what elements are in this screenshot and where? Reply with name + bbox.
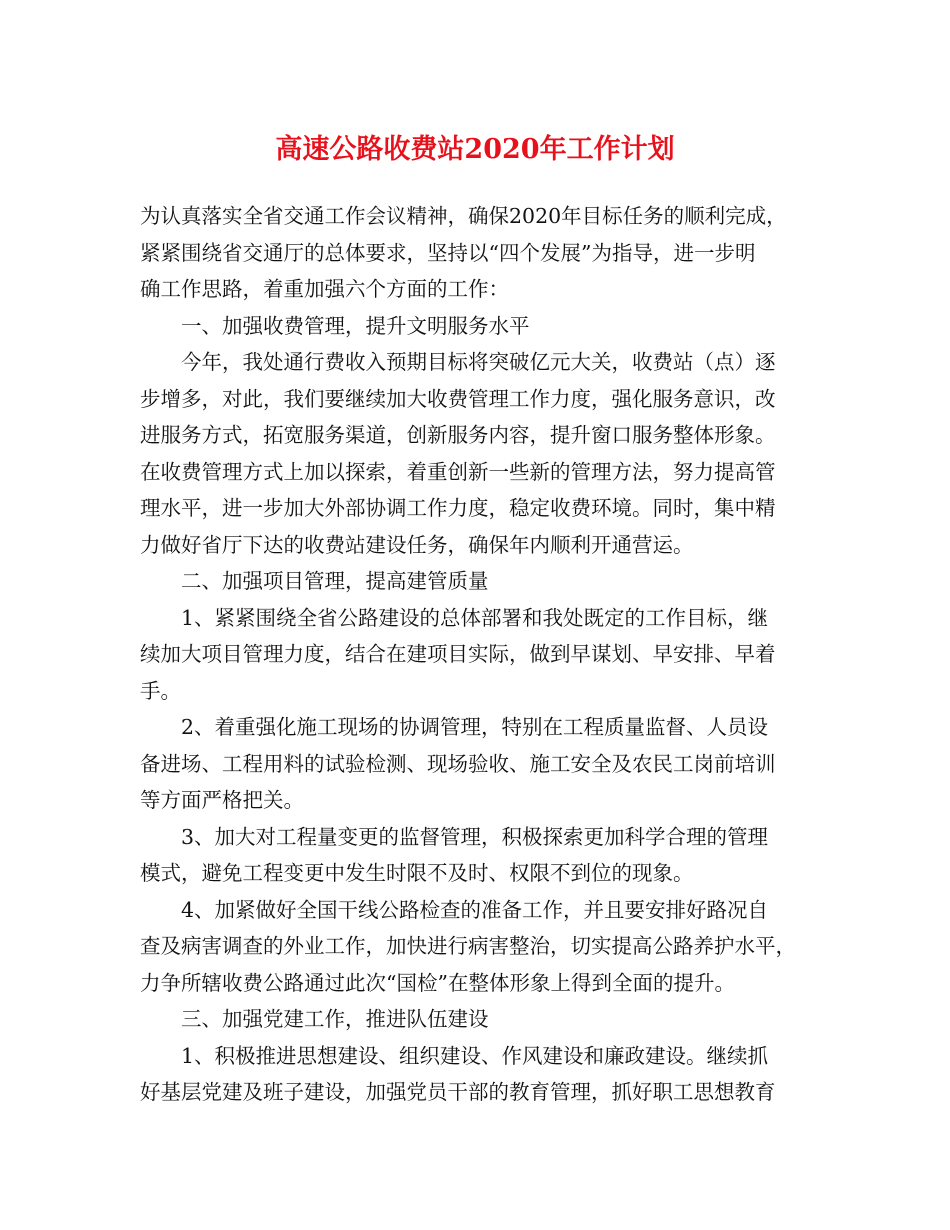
section-heading-1: 一、加强收费管理，提升文明服务水平 <box>181 313 530 338</box>
body-line-18: 3、加大对工程量变更的监督管理，积极探索更加科学合理的管理 <box>181 824 769 849</box>
body-line-8: 在收费管理方式上加以探索，着重创新一些新的管理方法，努力提高管 <box>140 459 776 484</box>
body-line-22: 力争所辖收费公路通过此次“国检”在整体形象上得到全面的提升。 <box>140 970 735 995</box>
body-line-9: 理水平，进一步加大外部协调工作力度，稳定收费环境。同时，集中精 <box>140 496 776 520</box>
document-title: 高速公路收费站2020年工作计划 <box>275 134 675 165</box>
body-line-21: 查及病害调查的外业工作，加快进行病害整治，切实提高公路养护水平， <box>140 934 796 958</box>
body-line-13: 续加大项目管理力度，结合在建项目实际，做到早谋划、早安排、早着 <box>140 642 776 666</box>
body-line-7: 进服务方式，拓宽服务渠道，创新服务内容，提升窗口服务整体形象。 <box>140 423 776 447</box>
section-heading-3: 三、加强党建工作，推进队伍建设 <box>181 1007 489 1031</box>
body-line-14: 手。 <box>140 678 181 703</box>
body-line-25: 好基层党建及班子建设，加强党员干部的教育管理，抓好职工思想教育 <box>140 1080 776 1104</box>
body-line-3: 确工作思路，着重加强六个方面的工作： <box>140 277 509 301</box>
document-body <box>140 198 820 1111</box>
section-heading-2: 二、加强项目管理，提高建管质量 <box>181 569 489 593</box>
body-line-5: 今年，我处通行费收入预期目标将突破亿元大关，收费站（点）逐 <box>181 350 776 374</box>
body-line-12: 1、紧紧围绕全省公路建设的总体部署和我处既定的工作目标，继 <box>181 605 769 630</box>
body-line-15: 2、着重强化施工现场的协调管理，特别在工程质量监督、人员设 <box>181 715 769 739</box>
body-line-20: 4、加紧做好全国干线公路检查的准备工作，并且要安排好路况自 <box>181 897 769 922</box>
body-line-10: 力做好省厅下达的收费站建设任务，确保年内顺利开通营运。 <box>140 532 694 557</box>
body-line-16: 备进场、工程用料的试验检测、现场验收、施工安全及农民工岗前培训 <box>140 751 776 776</box>
body-line-17: 等方面严格把关。 <box>140 788 304 812</box>
body-line-19: 模式，避免工程变更中发生时限不及时、权限不到位的现象。 <box>140 861 694 885</box>
body-line-6: 步增多，对此，我们要继续加大收费管理工作力度，强化服务意识，改 <box>140 386 776 411</box>
body-line-24: 1、积极推进思想建设、组织建设、作风建设和廉政建设。继续抓 <box>181 1043 769 1068</box>
body-line-2: 紧紧围绕省交通厅的总体要求，坚持以“四个发展”为指导，进一步明 <box>140 240 756 265</box>
body-line-1: 为认真落实全省交通工作会议精神，确保2020年目标任务的顺利完成， <box>140 204 787 228</box>
